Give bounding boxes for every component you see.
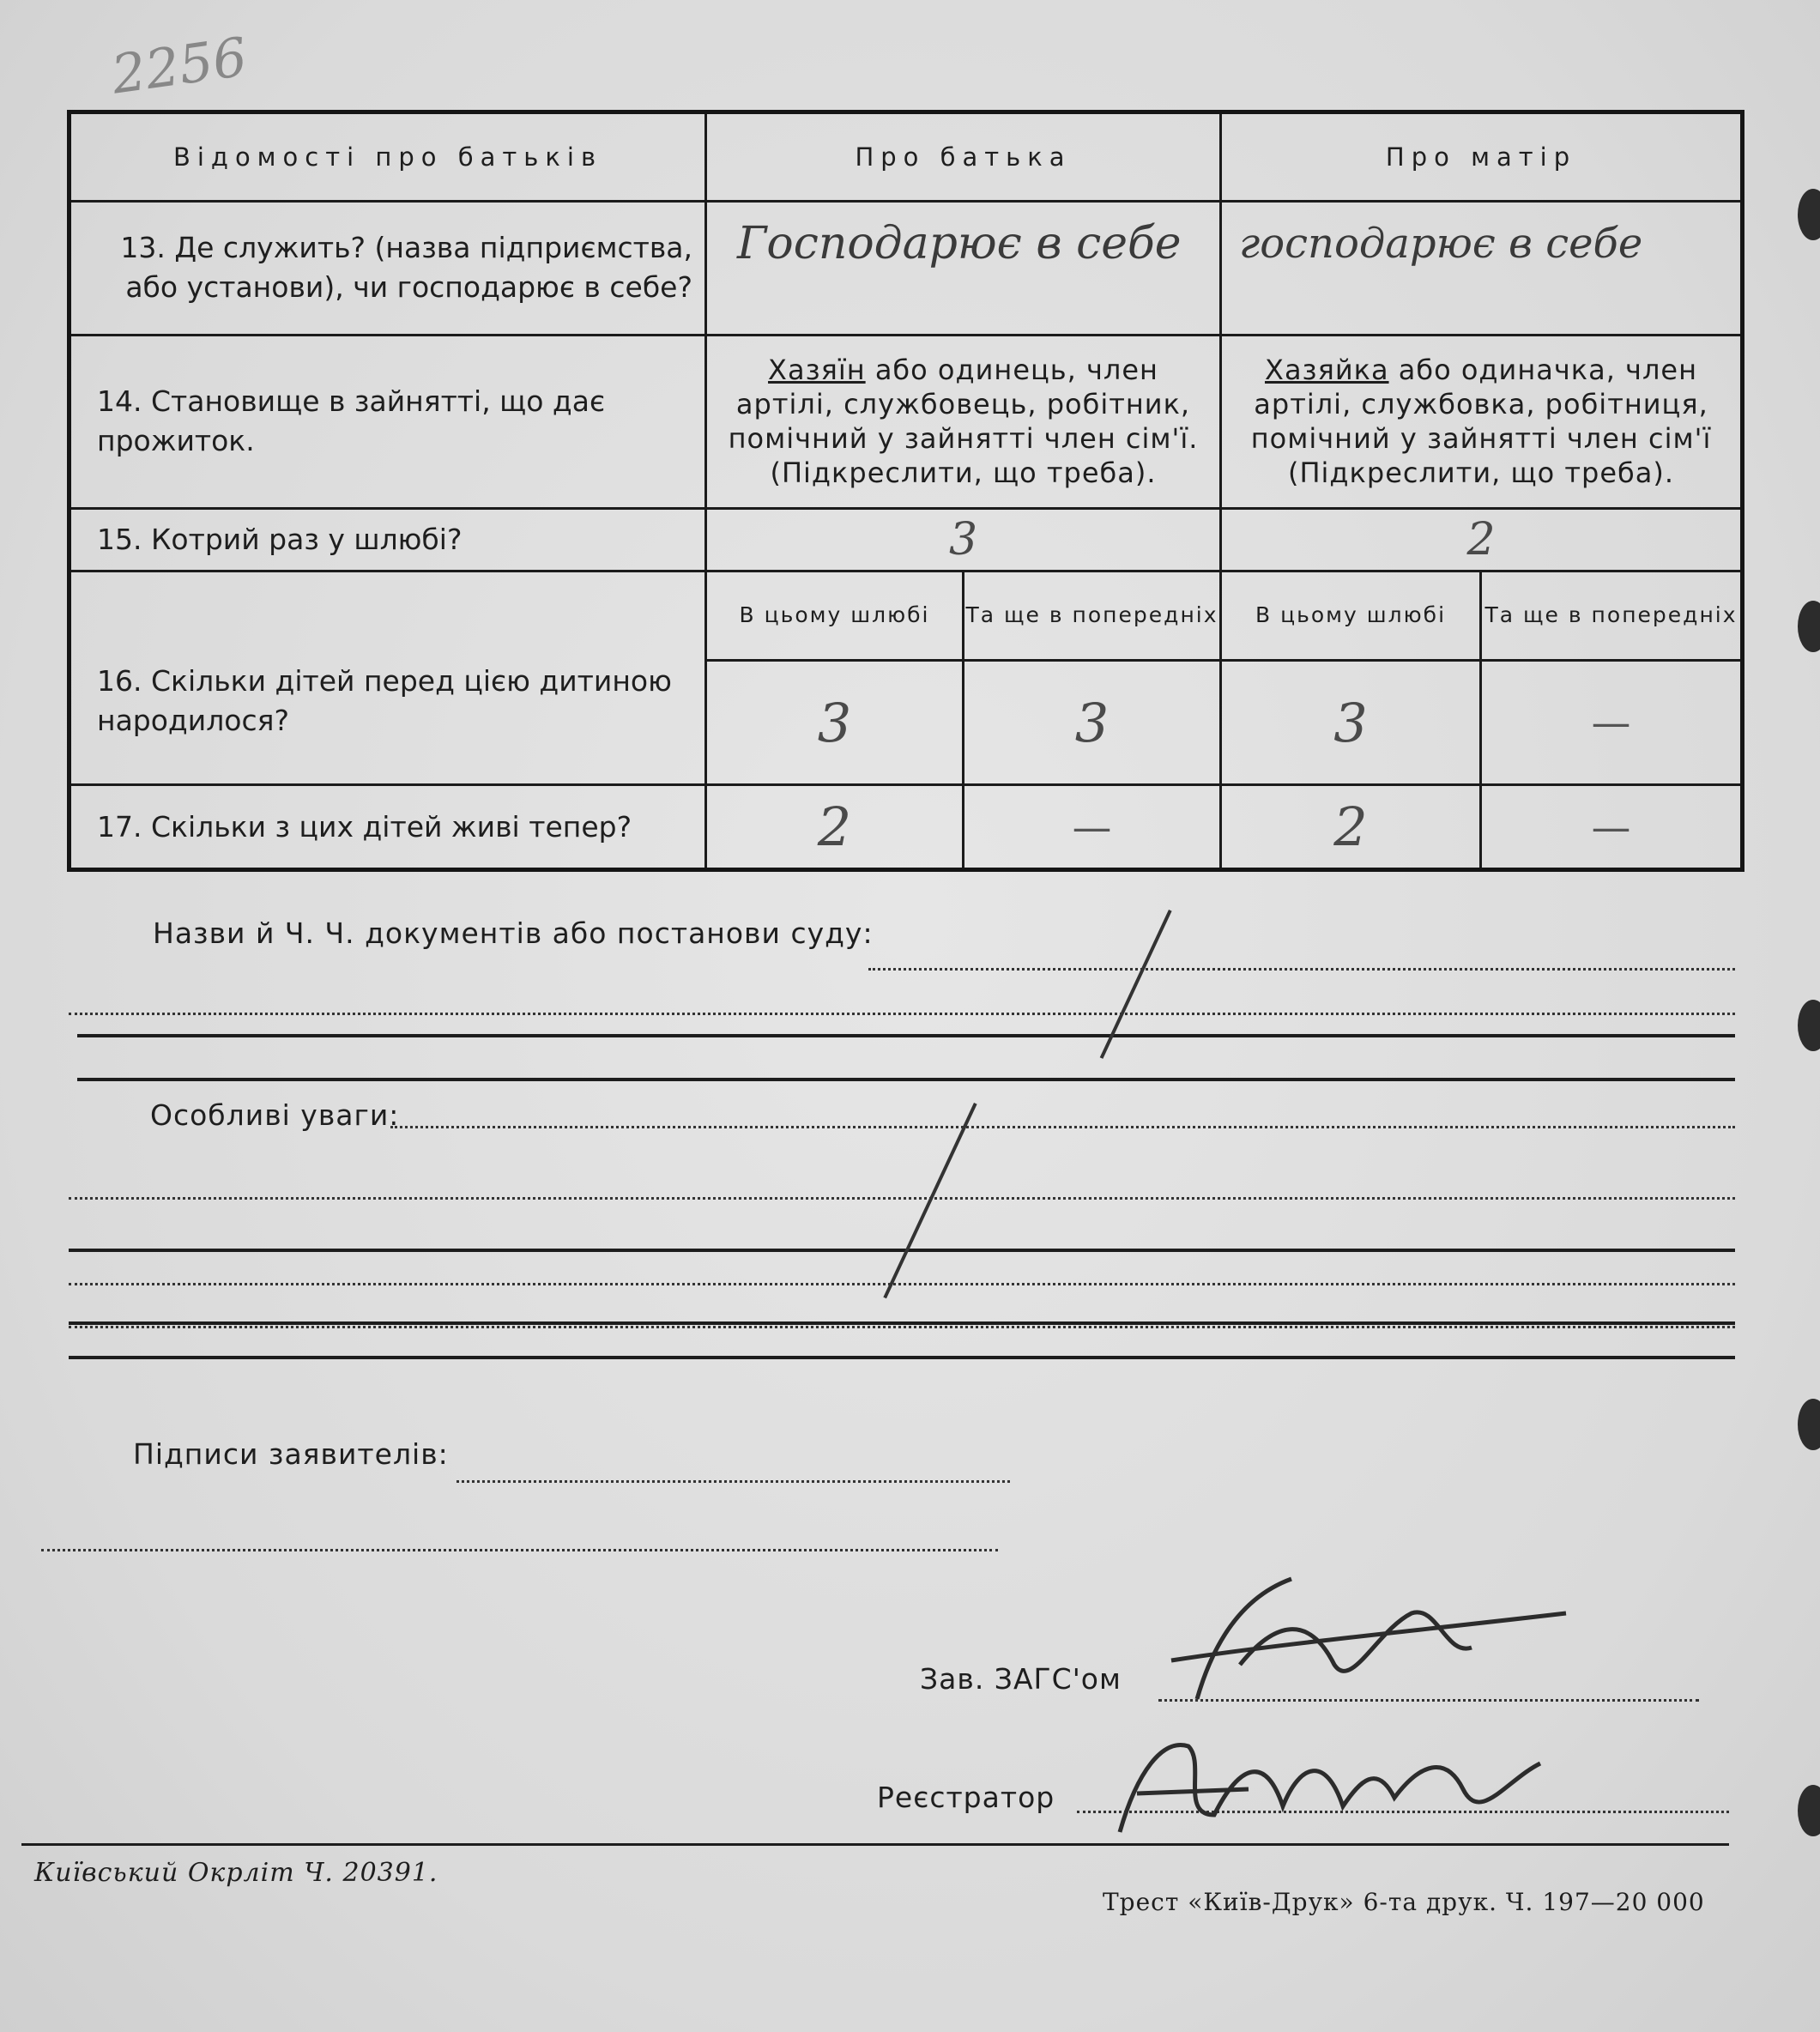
q14-father-options <box>706 335 1221 509</box>
head-signature <box>1163 1562 1575 1708</box>
table-header-row <box>70 112 1743 202</box>
registrar-label: Реєстратор <box>877 1781 1055 1814</box>
remarks-rule-3 <box>69 1356 1735 1359</box>
applicants-label: Підписи заявителів: <box>133 1437 449 1471</box>
remarks-line-3 <box>69 1283 1735 1285</box>
q16-father-prev-header: Та ще в попередніх <box>964 571 1221 660</box>
documents-rule-2 <box>77 1078 1735 1081</box>
q16-mother-prev: — <box>1481 660 1743 784</box>
documents-label: Назви й Ч. Ч. документів або постанови суду: <box>153 916 874 950</box>
q13-father-answer: Господарює в себе <box>737 217 1182 269</box>
q13-mother-cell <box>1221 201 1743 335</box>
remarks-line-1 <box>390 1126 1735 1128</box>
binding-hole <box>1798 189 1820 240</box>
q13-father-cell <box>706 201 1221 335</box>
q16-mother-prev-header: Та ще в попередніх <box>1481 571 1743 660</box>
parents-info-table <box>67 110 1744 872</box>
q16-father-this-header: В цьому шлюбі <box>706 571 964 660</box>
q17-father-prev: — <box>964 785 1221 870</box>
q14-mother-options <box>1221 335 1743 509</box>
remarks-rule-1 <box>69 1249 1735 1252</box>
binding-hole <box>1798 601 1820 652</box>
q16-father-this: 3 <box>706 660 964 784</box>
documents-line-1 <box>868 968 1735 971</box>
remarks-strike-mark <box>883 1103 977 1298</box>
q13-question: 13. Де служить? (назва підприємства, або установи), чи господарює в себе? <box>70 201 706 335</box>
footer-right: Трест «Київ-Друк» 6-та друк. Ч. 197—20 000 <box>1103 1888 1705 1916</box>
footer-rule <box>21 1843 1729 1846</box>
documents-line-2 <box>69 1013 1735 1015</box>
q14-mother-selected: Хазяйка <box>1265 354 1389 387</box>
q15-question: 15. Котрий раз у шлюбі? <box>70 509 706 572</box>
row-q13 <box>70 201 1743 335</box>
remarks-line-2 <box>69 1197 1735 1200</box>
q16-mother-this-header: В цьому шлюбі <box>1221 571 1481 660</box>
head-label: Зав. ЗАГС'ом <box>920 1662 1122 1696</box>
applicants-line-2 <box>41 1549 998 1551</box>
q17-father-this: 2 <box>706 785 964 870</box>
q15-mother-answer: 2 <box>1221 509 1743 572</box>
q17-mother-prev: — <box>1481 785 1743 870</box>
binding-hole <box>1798 1000 1820 1051</box>
q14-mother-rest: або одиначка, член артілі, службовка, робітниця, помічний у зайнятті член сім'ї (Підкреслити, що треба). <box>1250 354 1712 490</box>
q14-question: 14. Становище в зайнятті, що дає прожиток. <box>70 335 706 509</box>
q17-question: 17. Скільки з цих дітей живі тепер? <box>70 785 706 870</box>
q14-father-rest: або одинець, член артілі, службовець, робітник, помічний у зайнятті член сім'ї. (Підкреслити, що треба). <box>728 354 1199 490</box>
q16-mother-this: 3 <box>1221 660 1481 784</box>
documents-rule-1 <box>77 1034 1735 1037</box>
footer-left: Київський Окрліт Ч. 20391. <box>34 1858 438 1888</box>
row-q17 <box>70 785 1743 870</box>
binding-hole <box>1798 1399 1820 1450</box>
header-info: Відомості про батьків <box>70 112 706 202</box>
q13-mother-answer: господарює в себе <box>1239 219 1643 268</box>
q15-father-answer: 3 <box>706 509 1221 572</box>
q16-father-prev: 3 <box>964 660 1221 784</box>
registrar-signature <box>1103 1712 1566 1849</box>
row-q14 <box>70 335 1743 509</box>
row-q15 <box>70 509 1743 572</box>
binding-hole <box>1798 1785 1820 1836</box>
remarks-rule-2 <box>69 1321 1735 1325</box>
q14-father-selected: Хазяїн <box>768 354 866 387</box>
header-mother: Про матір <box>1221 112 1743 202</box>
remarks-line-4 <box>69 1326 1735 1328</box>
q17-mother-this: 2 <box>1221 785 1481 870</box>
header-father: Про батька <box>706 112 1221 202</box>
applicants-line-1 <box>457 1480 1010 1483</box>
row-q16-subheader <box>70 571 1743 660</box>
pencil-note: 2256 <box>107 25 251 106</box>
q16-question: 16. Скільки дітей перед цією дитиною народилося? <box>70 571 706 784</box>
remarks-label: Особливі уваги: <box>150 1098 400 1132</box>
